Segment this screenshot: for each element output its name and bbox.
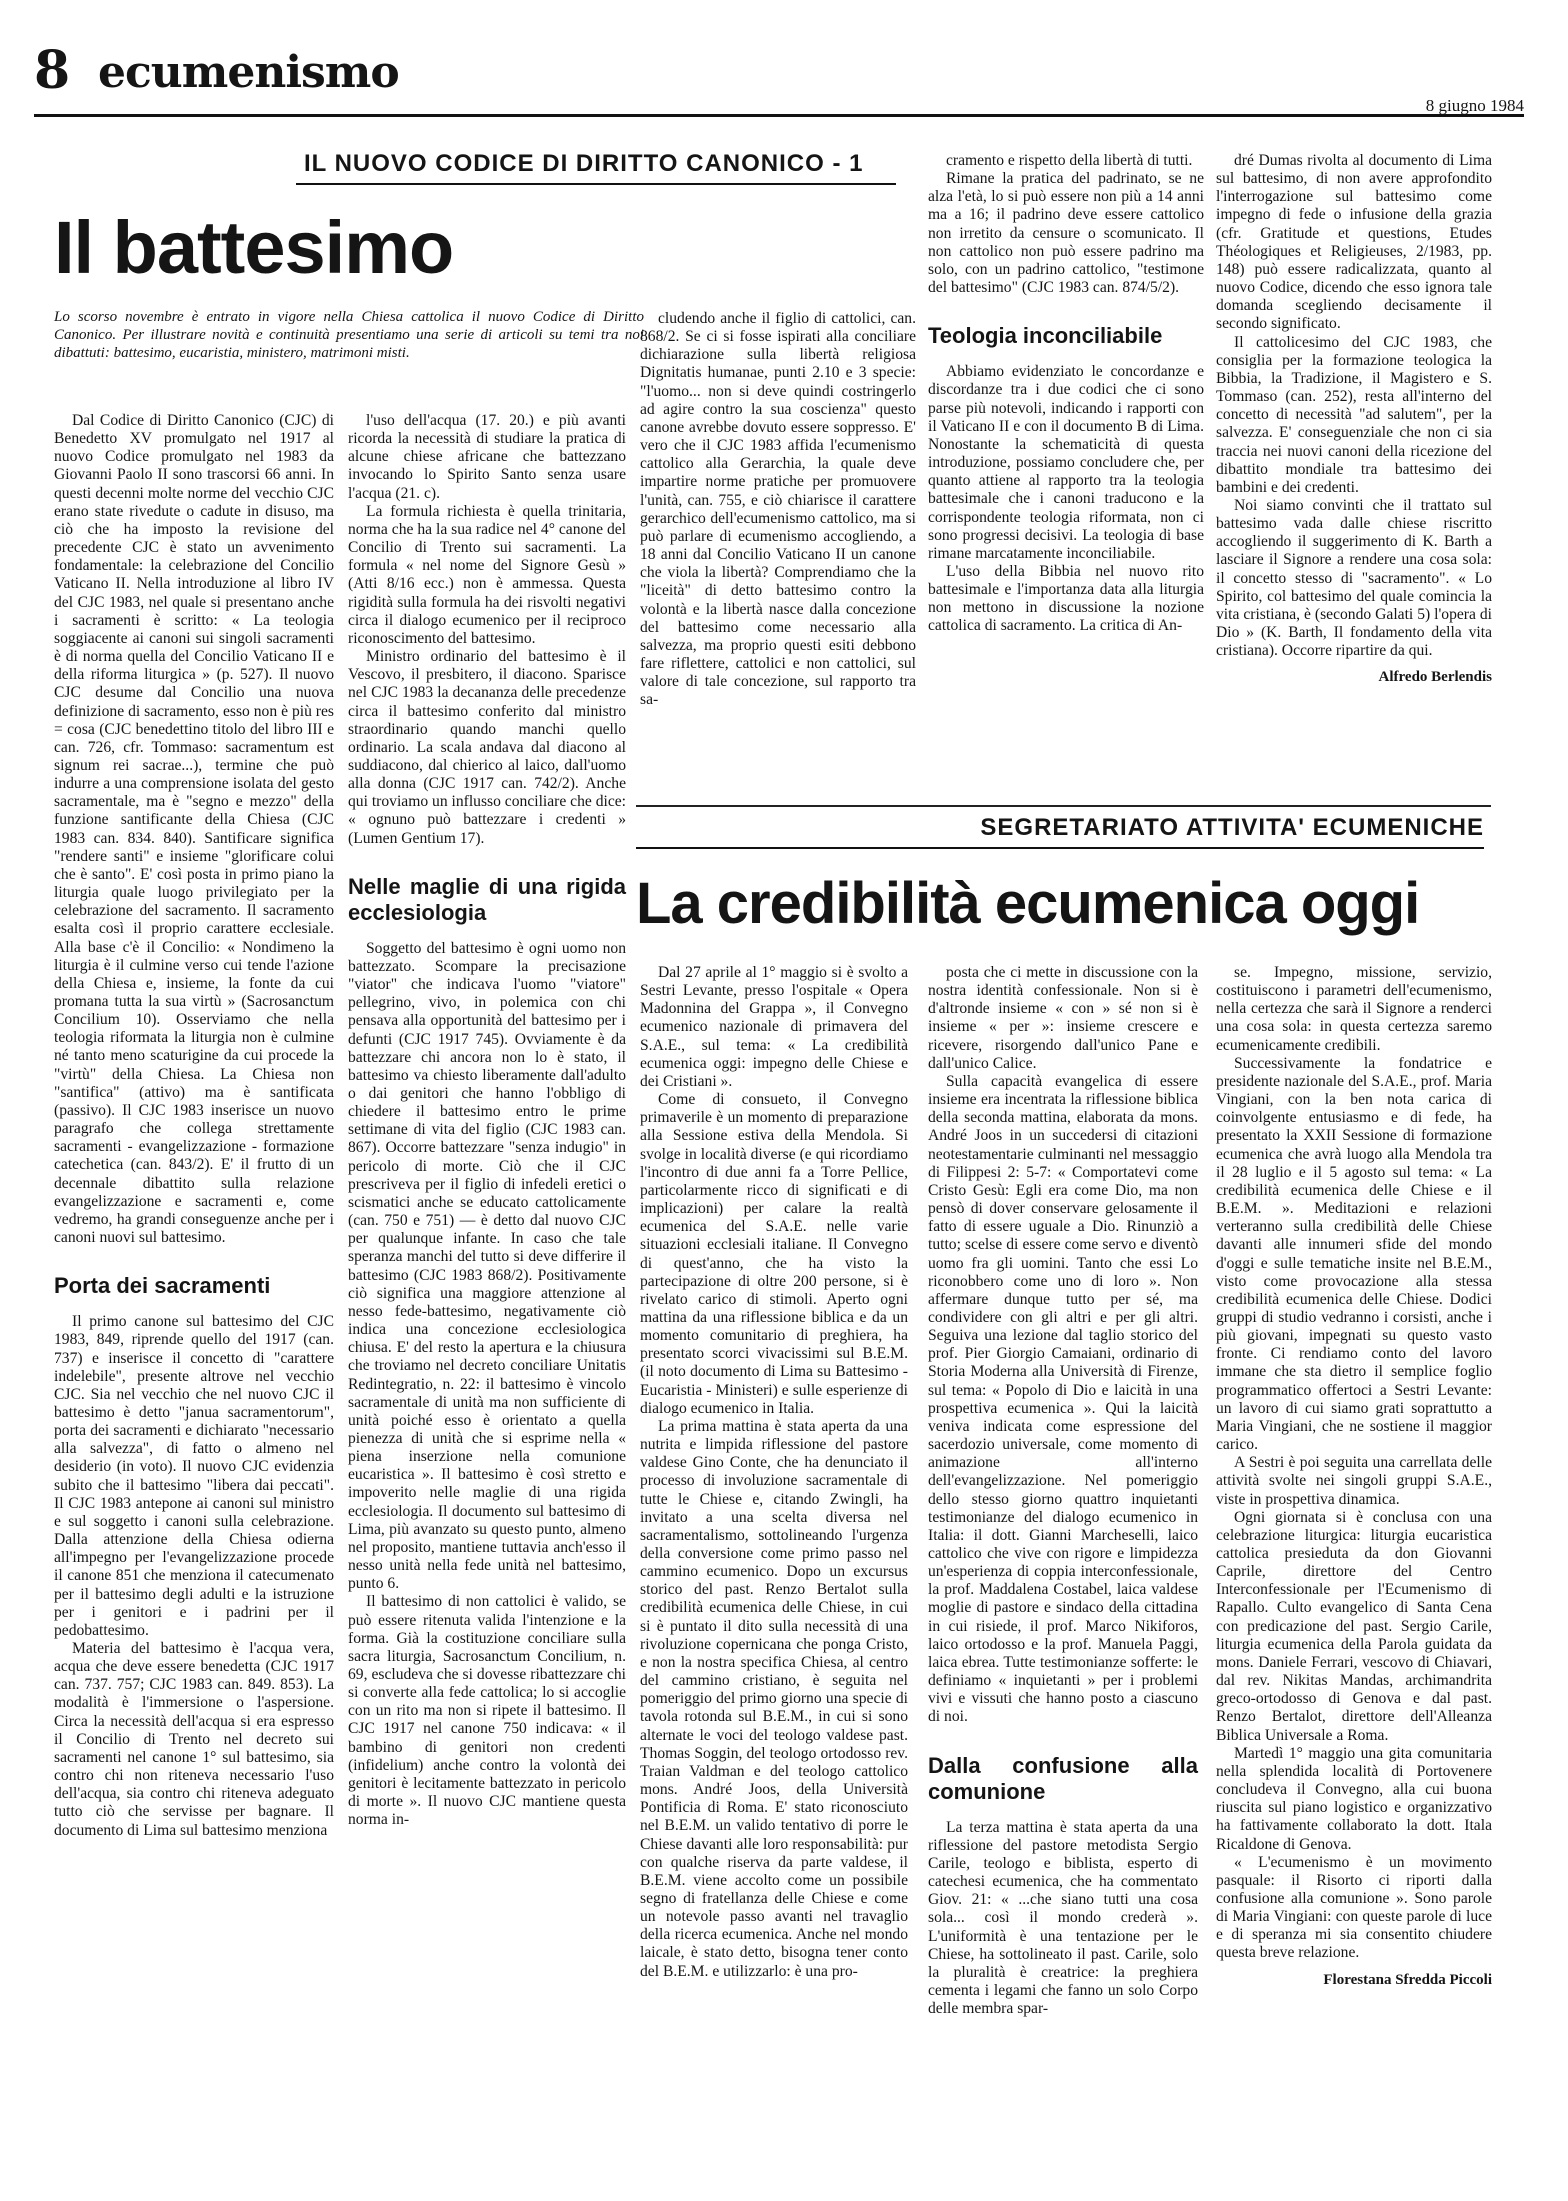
article2-signature: Florestana Sfredda Piccoli bbox=[1323, 1971, 1492, 1988]
article2-column-3 bbox=[1216, 964, 1492, 1989]
paragraph: Sulla capacità evangelica di essere insieme era incentrata la riflessione biblica della seconda mattina, elaborata da mons. André Joos in un succedersi di citazioni neotestamentarie culminanti nel messaggio di Filippesi 2: 5-7: « Comportatevi come Cristo Gesù: Egli era come Dio, ma non pensò di dover conservare gelosamente il fatto di essere uguale a Dio. Rinunziò a tutto; scelse di essere come servo e diventò uomo fra gli uomini. Tanto che essi Lo riconobbero come uno di loro ». Non affermare dunque tutto per sé, ma condividere con gli altri e per gli altri. Seguiva una lezione dal taglio storico del prof. Pier Giorgio Camaiani, ordinario di Storia Moderna alla Università di Firenze, sul tema: « Popolo di Dio e laicità in una prospettiva ecumenica ». Qui la laicità veniva indicata come espressione del sacerdozio universale, come momento di animazione all'interno dell'evangelizzazione. Nel pomeriggio dello stesso giorno quattro inquietanti testimonianze del dialogo ecumenico in Italia: il dott. Gianni Marcheselli, laico cattolico che vive con rigore e limpidezza un'esperienza di coppia interconfessionale, la prof. Maddalena Costabel, laica valdese moglie di pastore e sindaco della cittadina in cui risiede, il prof. Marco Nikiforos, laico ortodosso e la prof. Manuela Paggi, laica ebrea. Tutte testimonianze sofferte: le definiamo « inquietanti » per i problemi vivi e vissuti che hanno posto a ciascuno di noi. bbox=[928, 1072, 1198, 1726]
paragraph: « L'ecumenismo è un movimento pasquale: il Risorto ci riporti dalla confusione alla comunione ». Sono parole di Maria Vingiani: con queste parole di luce e di speranza mi sia consentito chiudere questa breve relazione. bbox=[1216, 1853, 1492, 1962]
paragraph: Il cattolicesimo del CJC 1983, che consiglia per la formazione teologica la Bibbia, la Tradizione, il Magistero e S. Tommaso (can. 252), resta all'interno del concetto di necessità "ad salutem", per la salvezza. E' conseguenziale che non ci sia traccia nei nuovi canoni della ricezione del dibattito mondiale tra battesimo dei bambini e dei credenti. bbox=[1216, 333, 1492, 496]
paragraph: dré Dumas rivolta al documento di Lima sul battesimo, di non avere approfondito l'interrogazione sul battesimo come impegno di fede o infusione della grazia (cfr. Gratitude et questions, Etudes Théologiques et Religieuses, 2/1983, pp. 148) può essere radicalizzata, quanto al nuovo Codice, dicendo che esso ignora tale domanda scegliendo decisamente il secondo significato. bbox=[1216, 152, 1492, 333]
article2-kicker: SEGRETARIATO ATTIVITA' ECUMENICHE bbox=[980, 814, 1484, 841]
paragraph: A Sestri è poi seguita una carrellata delle attività svolte nei singoli gruppi S.A.E., viste in prospettiva dinamica. bbox=[1216, 1454, 1492, 1508]
article1-intro: Lo scorso novembre è entrato in vigore nella Chiesa cattolica il nuovo Codice di Diritto Canonico. Per illustrare novità e continuità presentiamo una serie di articoli su temi tra noi dibattuti: battesimo, eucaristia, ministero, matrimoni misti. bbox=[54, 309, 644, 362]
page-number: 8 bbox=[34, 40, 71, 101]
article2-title: La credibilità ecumenica oggi bbox=[636, 871, 1420, 936]
paragraph: Materia del battesimo è l'acqua vera, acqua che deve essere benedetta (CJC 1917 can. 737. 757; CJC 1983 can. 849. 853). La modalità è l'immersione o l'aspersione. Circa la necessità dell'acqua si era espresso il Concilio di Trento nel decreto sui sacramenti nel canone 1° sul battesimo, sia contro chi non riteneva necessario l'uso dell'acqua, sia contro chi riteneva adeguato tutto ciò che servisse per bagnare. Il documento di Lima sul battesimo menziona bbox=[54, 1640, 334, 1839]
article1-column-2 bbox=[348, 412, 626, 1829]
article1-column-4 bbox=[928, 152, 1204, 636]
paragraph: Ministro ordinario del battesimo è il Vescovo, il presbitero, il diacono. Sparisce nel CJC 1983 la decananza delle precedenze circa il battesimo conferito dal ministro straordinario quando manchi quello ordinario. La scala andava dal diacono al suddiacono, dal chierico al laico, dall'uomo alla donna (CJC 1917 can. 742/2). Anche qui troviamo un influsso conciliare che dice: « ognuno può battezzare i credenti » (Lumen Gentium 17). bbox=[348, 648, 627, 847]
paragraph: Ogni giornata si è conclusa con una celebrazione liturgica: liturgia eucaristica cattolica presieduta da don Giovanni Caprile, direttore del Centro Interconfessionale per l'Ecumenismo di Rapallo. Culto evangelico di Santa Cena con predicazione del past. Sergio Carile, liturgia ecumenica della Parola guidata da mons. Daniele Ferrari, vescovo di Chiavari, dal rev. Nikitas Mandas, archimandrita greco-ortodosso di Genova e dal past. Renzo Bertalot, direttore dell'Alleanza Biblica Universale a Roma. bbox=[1216, 1508, 1492, 1744]
paragraph: cludendo anche il figlio di cattolici, can. 868/2. Se ci si fosse ispirati alla conciliare dichiarazione sulla libertà religiosa Dignitatis humanae, punti 2.10 e 3 specie: "l'uomo... non si deve quindi costringerlo ad agire contro la sua coscienza" questo canone avrebbe dovuto essere soppresso. E' vero che il CJC 1983 affida l'ecumenismo cattolico alla Gerarchia, la quale deve impartire norme pratiche per promuovere l'unità, can. 755, e ciò chiarisce il carattere gerarchico dell'ecumenismo cattolico, ma si può parlare di ecumenismo accogliendo, a 18 anni dal Concilio Vaticano II un canone che viola la libertà? Comprendiamo che la "liceità" di detto battesimo contro la volontà e la libertà nasce dalla concezione del battesimo come necessario alla salvezza, ma proprio questi esiti debbono fare riflettere, cattolici e non cattolici, sul valore di tale concezione, sul rapporto tra sa- bbox=[640, 310, 916, 709]
subheading: Dalla confusione alla comunione bbox=[928, 1752, 1198, 1804]
paragraph: Il primo canone sul battesimo del CJC 1983, 849, riprende quello del 1917 (can. 737) e inserisce il concetto di "carattere indelebile", presente altrove nel vecchio CJC. Sia nel vecchio che nel nuovo CJC il battesimo è detto "janua sacramentorum", porta dei sacramenti e dichiarato "necessario alla salvezza", di fatto o almeno nel desiderio (in voto). Il nuovo CJC evidenzia subito che il battesimo "libera dai peccati". Il CJC 1983 antepone ai canoni sul ministro e sul soggetto i canoni sulla celebrazione. Dalla attenzione della Chiesa odierna all'impegno per l'evangelizzazione procede il canone 851 che menziona il catecumenato per il battesimo degli adulti e la istruzione per i genitori e i padrini per il pedobattesimo. bbox=[54, 1313, 334, 1639]
paragraph: posta che ci mette in discussione con la nostra identità confessionale. Non si è d'altronde insieme « con » sé non si è insieme « per »: insieme crescere e ricevere, risorgendo dall'unico Pane e dall'unico Calice. bbox=[928, 964, 1198, 1072]
paragraph: Noi siamo convinti che il trattato sul battesimo vada dalle chiese riscritto accogliendo il suggerimento di K. Barth a lasciare il Signore a rendere una cosa sola: il concetto stesso di "sacramento". « Lo Spirito, col battesimo del quale comincia la vita cristiana, è (secondo Galati 5) l'opera di Dio » (K. Barth, Il fondamento della vita cristiana). Occorre ripartire da qui. bbox=[1216, 496, 1492, 660]
article2-column-1 bbox=[640, 964, 908, 1981]
masthead-rule bbox=[34, 114, 1524, 117]
article1-signature: Alfredo Berlendis bbox=[1378, 669, 1492, 686]
paragraph: L'uso della Bibbia nel nuovo rito battesimale e l'importanza data alla liturgia non mettono in discussione la nozione cattolica di sacramento. La critica di An- bbox=[928, 562, 1204, 635]
paragraph: se. Impegno, missione, servizio, costituiscono i parametri dell'ecumenismo, nella certezza che sarà il Signore a renderci una cosa sola: in questa certezza saremo ecumenicamente credibili. bbox=[1216, 964, 1492, 1054]
subheading: Nelle maglie di una rigida ecclesiologia bbox=[348, 873, 626, 925]
section-name: ecumenismo bbox=[98, 47, 399, 98]
issue-date: 8 giugno 1984 bbox=[1425, 96, 1524, 115]
paragraph: Martedì 1° maggio una gita comunitaria nella splendida località di Portovenere concludeva il Convegno, alla cui buona riuscita sul piano logistico e organizzativo ha fattivamente collaborato la dott. Itala Ricaldone di Genova. bbox=[1216, 1744, 1492, 1853]
paragraph: Successivamente la fondatrice e presidente nazionale del S.A.E., prof. Maria Vingiani, con la ben nota carica di coinvolgente entusiasmo e di fede, ha presentato la XXII Sessione di formazione ecumenica che avrà luogo alla Mendola tra il 28 luglio e il 5 agosto sul tema: « La credibilità ecumenica delle Chiese e il B.E.M. ». Meditazioni e relazioni verteranno sulla credibilità delle Chiese davanti alle innumeri sfide del mondo d'oggi e sulle tematiche insite nel B.E.M., visto come provocazione alla stessa credibilità ecumenica delle Chiese. Dodici gruppi di studio vedranno i corsisti, anche i più giovani, impegnati su questo vasto fronte. Ci rendiamo conto del lavoro immane che sta dietro il semplice foglio programmatico offertoci a Sestri Levante: un lavoro di cui siamo grati soprattutto a Maria Vingiani, che ne sostiene il maggior carico. bbox=[1216, 1054, 1492, 1454]
paragraph: Abbiamo evidenziato le concordanze e discordanze tra i due codici che ci sono parse più notevoli, indicando i rapporti con il Vaticano II e con il documento B di Lima. Nonostante la schematicità di questa introduzione, possiamo concludere che, per quanto attiene al rapporto tra la teologia battesimale che i canoni traducono e la corrispondente teologia riformata, non ci sono progressi decisivi. La teologia di base rimane marcatamente inconciliabile. bbox=[928, 363, 1204, 562]
article2-kicker-rule bbox=[636, 847, 1484, 849]
paragraph: Rimane la pratica del padrinato, se ne alza l'età, lo si può essere non più a 14 anni ma a 16; il padrino deve essere cattolico non irretito da censure o scomunicato. Il non cattolico non può essere padrino ma solo, con un padrino cattolico, "testimone del battesimo" (CJC 1983 can. 874/5/2). bbox=[928, 170, 1204, 297]
article2-column-2 bbox=[928, 964, 1198, 2018]
subheading: Porta dei sacramenti bbox=[54, 1273, 271, 1299]
paragraph: Il battesimo di non cattolici è valido, se può essere ritenuta valida l'intenzione e la forma. Già la costituzione conciliare sulla sacra liturgia, Sacrosanctum Concilium, n. 69, escludeva che si dovesse ribattezzare chi si converte alla fede cattolica; lo si accoglie con un rito ma non si ripete il battesimo. Il CJC 1917 nel canone 750 indicava: « il bambino di genitori non credenti (infidelium) anche contro la volontà dei genitori è lecitamente battezzato in pericolo di morte ». Il nuovo CJC mantiene questa norma in- bbox=[348, 1593, 626, 1829]
paragraph: Come di consueto, il Convegno primaverile è un momento di preparazione alla Sessione estiva della Mendola. Si svolge in località diverse (e qui ricordiamo l'incontro di due anni fa a Torre Pellice, particolarmente ricco di significati e di implicazioni) per calare la realtà ecumenica del S.A.E. nelle varie situazioni ecclesiali italiane. Il Convegno di quest'anno, che ha visto la partecipazione di oltre 200 persone, si è rivelato carico di stimoli. Aperto ogni mattina da una riflessione biblica e da un momento comunitario di preghiera, ha presentato scorci vivacissimi sul B.E.M. (il noto documento di Lima su Battesimo - Eucaristia - Ministeri) e sulle esperienze di dialogo ecumenico in Italia. bbox=[640, 1091, 908, 1417]
article1-title: Il battesimo bbox=[54, 206, 454, 289]
paragraph: cramento e rispetto della libertà di tutti. bbox=[946, 152, 1193, 169]
article-separator bbox=[636, 805, 1491, 807]
paragraph: La formula richiesta è quella trinitaria, norma che ha la sua radice nel 4° canone del Concilio di Trento sui sacramenti. La formula « nel nome del Signore Gesù » (Atti 8/16 ecc.) non è ammessa. Questa rigidità sulla formula ha dei risvolti negativi circa il dialogo ecumenico per il reciproco riconoscimento del battesimo. bbox=[348, 502, 626, 647]
article1-column-3 bbox=[640, 310, 916, 709]
paragraph: l'uso dell'acqua (17. 20.) e più avanti ricorda la necessità di studiare la pratica di alcune chiese africane che battezzano invocando lo Spirito Santo senza usare l'acqua (21. c). bbox=[348, 412, 626, 502]
paragraph: Dal Codice di Diritto Canonico (CJC) di Benedetto XV promulgato nel 1917 al nuovo Codice promulgato nel 1983 da Giovanni Paolo II sono trascorsi 66 anni. In questi decenni molte norme del vecchio CJC erano state rivedute o cadute in disuso, ma ciò che ha imposto la revisione del precedente CJC è stato un avvenimento fondamentale: la celebrazione del Concilio Vaticano II. Nella introduzione al libro IV del CJC 1983, nel quale si presentano anche i sacramenti è scritto: « La teologia soggiacente ai canoni sui singoli sacramenti è di norma quella del Concilio Vaticano II e della riforma liturgica » (p. 527). Il nuovo CJC desume dal Concilio una nuova definizione di sacramento, esso non è più res = cosa (CJC benedettino titolo del libro III e can. 726, cfr. Tommaso: sacramentum est signum rei sacrae...), termine che può indurre a una comprensione isolata del gesto sacramentale, ma è "segno e mezzo" della funzione santificante della Chiesa (CJC 1983 can. 834. 840). Santificare significa "rendere santi" e insieme "glorificare colui che è santo". E' così posta in primo piano la liturgia quale luogo privilegiato per la celebrazione del sacramento. Il sacramento esalta così il proprio carattere ecclesiale. Alla base c'è il Concilio: « Nondimeno la liturgia è il culmine verso cui tende l'azione della Chiesa e, insieme, la fonte da cui promana tutta la sua virtù » (Sacrosanctum Concilium 10). Osserviamo che nella teologia riformata la liturgia non è culmine né tanto meno scaturigine da cui procede la "virtù" della Chiesa. La Chiesa non "santifica" (attivo) ma è santificata (passivo). Il CJC 1983 inserisce un nuovo paragrafo che collega strettamente sacramenti - evangelizzazione - formazione catechetica (can. 843/2). E' il frutto di un decennale dibattito sulla relazione evangelizzazione e sacramenti e, come vedremo, ha grandi conseguenze anche per i canoni nuovi sul battesimo. bbox=[54, 412, 334, 1247]
paragraph: La prima mattina è stata aperta da una nutrita e limpida riflessione del pastore valdese Gino Conte, che ha denunciato il processo di involuzione sacramentale di tutte le Chiese e, citando Zwingli, ha invitato a una scelta diversa nel sacramentalismo, sottolineando l'urgenza della conversione come primo passo nel cammino ecumenico. Dopo un excursus storico del past. Renzo Bertalot sulla credibilità ecumenica delle Chiese, in cui si è puntato il dito sulla necessità di una rivoluzione copernicana che ponga Cristo, e non la nostra specifica Chiesa, al centro del cammino cristiano, è seguita nel pomeriggio del primo giorno una specie di tavola rotonda sul B.E.M., in cui si sono alternate le voci del teologo valdese past. Thomas Soggin, del teologo ortodosso rev. Traian Valdman e del teologo cattolico mons. André Joos, della Università Pontificia di Roma. E' stato riconosciuto nel B.E.M. un valido tentativo di porre le Chiese davanti alle loro responsabilità: pur con qualche riserva da parte valdese, il B.E.M. viene accolto come un possibile segno di fratellanza delle Chiese e come un notevole passo avanti nel travaglio della ricerca ecumenica. Anche nel mondo laicale, è stato detto, bisogna tener conto del B.E.M. e utilizzarlo: è una pro- bbox=[640, 1417, 908, 1980]
paragraph: Soggetto del battesimo è ogni uomo non battezzato. Scompare la precisazione "viator" che indicava l'uomo "viatore" pellegrino, vivo, in polemica con chi pensava alla opportunità del battesimo per i defunti (CJC 1917 745). Ovviamente è da battezzare chi ancora non lo è stato, il battesimo va chiesto liberamente dall'adulto o dai genitori che hanno l'obbligo di chiedere il battesimo entro le prime settimane di vita del figlio (CJC 1983 can. 867). Occorre battezzare "senza indugio" in pericolo di morte. Ciò che il CJC prescriveva per il figlio di infedeli eretici o scismatici anche se educato cattolicamente (can. 750 e 751) — è detto dal nuovo CJC per qualunque infante. In caso che tale speranza manchi del tutto si deve differire il battesimo (CJC 1983 868/2). Positivamente ciò significa una maggiore attenzione al nesso fede-battesimo, negativamente ciò indica una concezione ecclesiologica chiusa. E' del resto la apertura e la chiusura che troviamo nel decreto conciliare Unitatis Redintegratio, n. 22: il battesimo è vincolo sacramentale di unità ma non sufficiente di unità poiché esso è orientato a quella pienezza di unità che si esprime nella « piena inserzione nella comunione eucaristica ». Il battesimo è così stretto e impoverito nelle maglie di una rigida ecclesiologia. Il documento sul battesimo di Lima, più avanzato su questo punto, almeno nel proposito, mantiene tuttavia anch'esso il nesso unità nella fede unità nel battesimo, punto 6. bbox=[348, 939, 626, 1593]
paragraph: Dal 27 aprile al 1° maggio si è svolto a Sestri Levante, presso l'ospitale « Opera Madonnina del Grappa », il Convegno ecumenico nazionale di primavera del S.A.E., sul tema: « La credibilità ecumenica oggi: impegno delle Chiese e dei Cristiani ». bbox=[640, 964, 908, 1090]
subheading: Teologia inconciliabile bbox=[928, 323, 1163, 349]
article1-column-1 bbox=[54, 412, 334, 1840]
paragraph: La terza mattina è stata aperta da una riflessione del pastore metodista Sergio Carile, teologo e biblista, esperto di catechesi ecumenica, che ha commentato Giov. 21: « ...che siano tutti una cosa sola... così il mondo crederà ». L'uniformità è una tentazione per le Chiese, ha sottolineato il past. Carile, solo la pluralità è creatrice: la preghiera cementa i legami che fanno un solo Corpo delle membra spar- bbox=[928, 1818, 1198, 2018]
article1-kicker-rule bbox=[296, 183, 896, 185]
article1-kicker: IL NUOVO CODICE DI DIRITTO CANONICO - 1 bbox=[304, 150, 864, 177]
article1-column-5 bbox=[1216, 152, 1492, 687]
